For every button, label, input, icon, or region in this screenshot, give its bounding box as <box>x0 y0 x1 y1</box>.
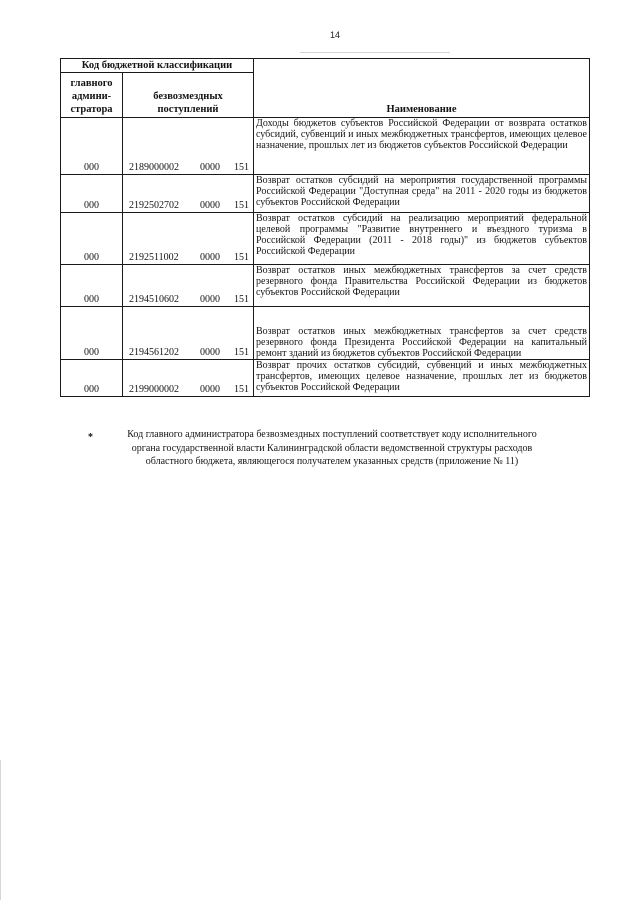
income-code: 2199000002 <box>129 384 179 395</box>
table-row <box>61 175 590 213</box>
header-gratuitous-receipts: безвозмездных поступлений <box>123 73 254 118</box>
footnote-text: Код главного администратора безвозмездных поступлений соответствует коду исполнительного органа государственной власти Калининградской области ведомственной структуры расходов областного бюджета, являющегося получателем указанных средств (приложение № 11) <box>127 429 537 467</box>
scan-artifact-line <box>300 52 450 53</box>
income-name-cell: Возврат прочих остатков субсидий, субвенций и иных межбюджетных трансфертов, имеющих целевое назначение, прошлых лет из бюджетов субъектов Российской Федерации <box>254 360 590 397</box>
header-budget-classification: Код бюджетной классификации <box>61 59 254 73</box>
admin-code-cell: 000 <box>61 265 123 307</box>
income-subcode: 0000 <box>200 162 220 173</box>
income-subcode: 0000 <box>200 200 220 211</box>
income-kosgu: 151 <box>234 294 249 305</box>
budget-classification-table <box>60 58 590 397</box>
income-name-cell: Возврат остатков иных межбюджетных трансфертов за счет средств резервного фонда Правительства Российской Федерации из бюджетов субъектов Российской Федерации <box>254 265 590 307</box>
income-code-cell <box>123 175 254 213</box>
income-code-cell <box>123 118 254 175</box>
income-name-cell: Доходы бюджетов субъектов Российской Федерации от возврата остатков субсидий, субвенций и иных межбюджетных трансфертов, имеющих целевое назначение, прошлых лет из бюджетов субъектов Российской Федерации <box>254 118 590 175</box>
income-kosgu: 151 <box>234 252 249 263</box>
header-chief-administrator: главного админи- стратора <box>61 73 123 118</box>
admin-code-cell: 000 <box>61 360 123 397</box>
table-row <box>61 360 590 397</box>
income-kosgu: 151 <box>234 200 249 211</box>
admin-code-cell: 000 <box>61 175 123 213</box>
income-code-cell <box>123 307 254 360</box>
page-number: 14 <box>330 30 341 40</box>
admin-code-cell: 000 <box>61 118 123 175</box>
income-kosgu: 151 <box>234 384 249 395</box>
income-name-cell: Возврат остатков субсидий на реализацию мероприятий федеральной целевой программы "Развитие внутреннего и въездного туризма в Российской Федерации (2011 - 2018 годы)" из бюджетов субъектов Российской Федерации <box>254 213 590 265</box>
table-row <box>61 307 590 360</box>
admin-code-cell: 000 <box>61 213 123 265</box>
income-name-cell: Возврат остатков субсидий на мероприятия государственной программы Российской Федерации "Доступная среда" на 2011 - 2020 годы из бюджетов субъектов Российской Федерации <box>254 175 590 213</box>
table-row <box>61 265 590 307</box>
income-kosgu: 151 <box>234 347 249 358</box>
header-name: Наименование <box>254 59 590 118</box>
income-code-cell <box>123 213 254 265</box>
income-kosgu: 151 <box>234 162 249 173</box>
income-subcode: 0000 <box>200 347 220 358</box>
admin-code-cell: 000 <box>61 307 123 360</box>
income-subcode: 0000 <box>200 252 220 263</box>
income-code-cell <box>123 360 254 397</box>
income-subcode: 0000 <box>200 294 220 305</box>
income-code: 2194510602 <box>129 294 179 305</box>
scan-artifact-line <box>0 760 1 900</box>
table-row <box>61 213 590 265</box>
income-code-cell <box>123 265 254 307</box>
income-code: 2189000002 <box>129 162 179 173</box>
table-row <box>61 118 590 175</box>
income-subcode: 0000 <box>200 384 220 395</box>
income-name-cell: Возврат остатков иных межбюджетных трансфертов за счет средств резервного фонда Президента Российской Федерации на капитальный ремонт зданий из бюджетов субъектов Российской Федерации <box>254 307 590 360</box>
income-code: 2192511002 <box>129 252 179 263</box>
income-code: 2192502702 <box>129 200 179 211</box>
footnote-marker: * <box>88 432 93 443</box>
income-code: 2194561202 <box>129 347 179 358</box>
